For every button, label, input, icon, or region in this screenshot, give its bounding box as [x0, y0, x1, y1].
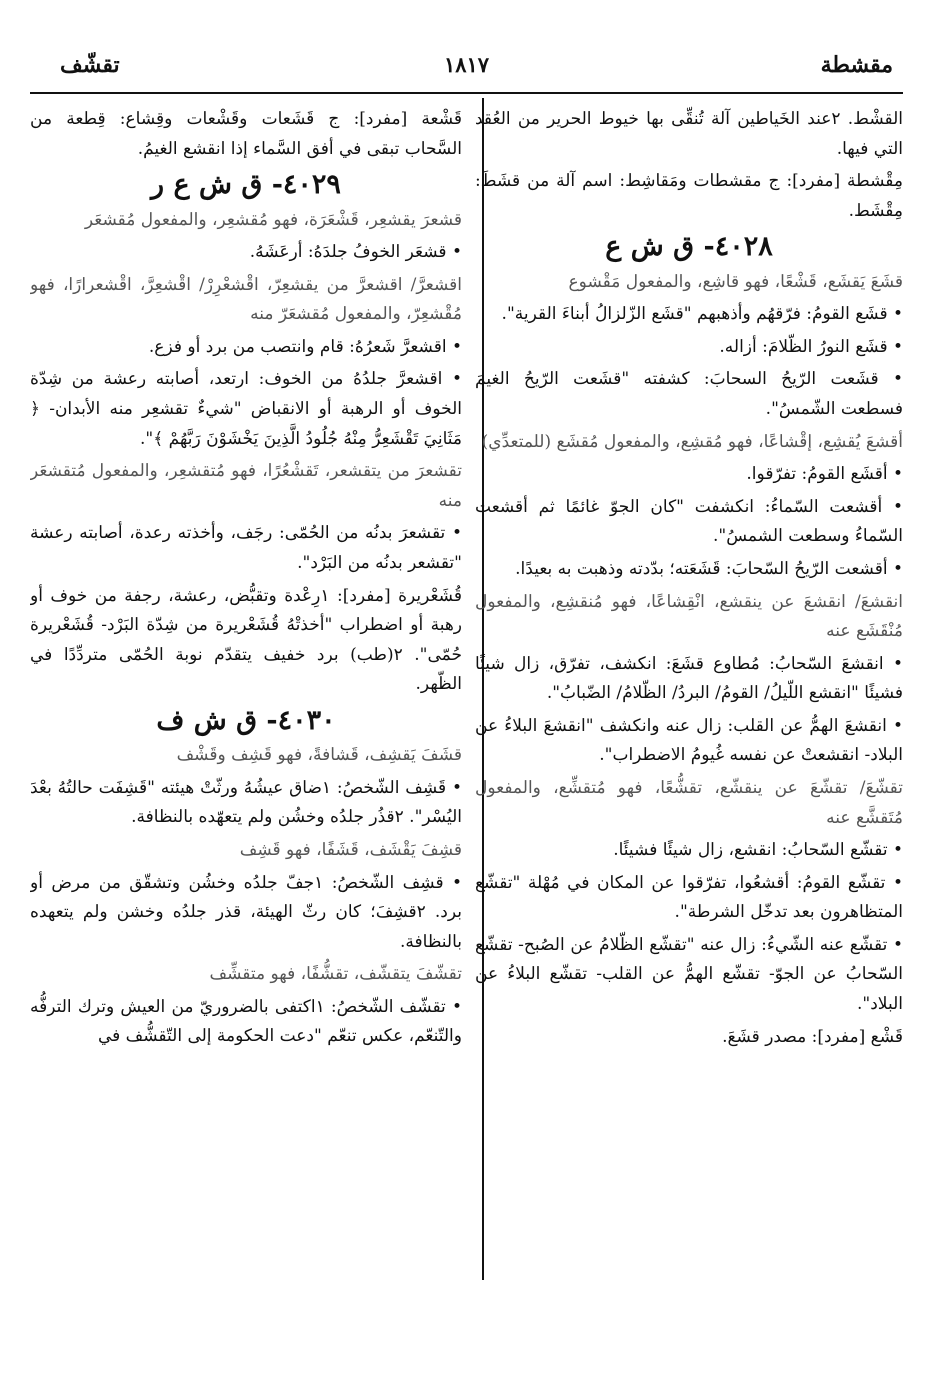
- derived-form-line: تقشعرَ من يتقشعر، تَقشْعُرًا، فهو مُتقشعِر، والمفعول مُتقشعَر منه: [30, 461, 462, 511]
- derived-form-line: قشَعَ يَقشَع، قَشْعًا، فهو قاشِع، والمفعول مَقْشوع: [568, 271, 903, 292]
- derived-form-line: تقشّفَ يتقشّف، تقشُّفًا، فهو متقشِّف: [209, 964, 462, 985]
- entry-paragraph: • قَشِف الشّخصُ: ١ضاق عيشُهُ ورثّتْ هيئته "قَشِفَت حالتُهُ بعْدَ اليُسْر". ٢قذُر جلدُه وخشُن ولم يتعهّده بالنظافة.: [30, 777, 462, 828]
- entry-paragraph: • تقشّع عنه الشّيءُ: زال عنه "تقشّع الظّلامُ عن الصُبح- تقشّع السّحابُ عن الجوّ- تقشّع الهمُّ عن القلب- تقشّع البلاءُ عن البلاد".: [475, 934, 903, 1015]
- derived-form-line: قشِفَ يَقْشَف، قَشَفًا، فهو قَشِف: [239, 840, 462, 861]
- entry-paragraph: • قشعَر الخوفُ جلدَهُ: أرعَشَهُ.: [249, 242, 462, 263]
- root-heading: ٤٠٢٩- ق ش ع ر: [151, 169, 341, 201]
- entry-paragraph: • قشِف الشّخصُ: ١جفّ جلدُه وخشُن وتشقّق من مرض أو برد. ٢قشِفَ؛ كان رثّ الهيئة، قذر جلدُه وخشن ولم يتعهده بالنظافة.: [30, 872, 462, 952]
- entry-paragraph: • انقشعَ السّحابُ: مُطاوع قشَعَ: انكشف، تفرّق، زال شيئًا فشيئًا "انقشع اللّيلُ/ القومُ/ البردُ/ الظّلامُ/ الضّبابُ".: [475, 653, 903, 704]
- entry-paragraph: • أقشعت السّماءُ: انكشفت "كان الجوّ غائمًا ثم أقشعت السّماءُ وسطعت الشمسُ".: [475, 496, 903, 547]
- right-column: [475, 105, 903, 1285]
- entry-paragraph: مِقْشطة [مفرد]: ج مقشطات ومَقاشِط: اسم آلة من قشَطَ: مِقْشَط.: [475, 171, 903, 221]
- derived-form-line: اقشعرَّ/ اقشعرَّ من يقشعِرّ، اقْشعْرِرْ/ اقْشعِرَّ، اقْشعرارًا، فهو مُقْشعِرّ، والمفعول مُقشعَرّ منه: [30, 274, 462, 325]
- root-heading: ٤٠٣٠- ق ش ف: [156, 704, 336, 736]
- derived-form-line: تقشّعَ/ تقشّعَ عن ينقشّع، تقشُّعًا، فهو مُتقشِّع، والمفعول مُتَقشَّع عنه: [475, 778, 903, 828]
- entry-paragraph: • تقشّع السّحابُ: انقشع، زال شيئًا فشيئًا.: [613, 840, 903, 861]
- entry-paragraph: قَشْع [مفرد]: مصدر قشَعَ.: [722, 1026, 903, 1047]
- entry-paragraph: القشْط. ٢عند الخَياطين آلة تُنقِّى بها خيوط الحرير من العُقد التي فيها.: [475, 109, 903, 159]
- entry-paragraph: قَشْعة [مفرد]: ج قَشَعات وقَشْعات وقِشاع: قِطعة من السَّحاب تبقى في أفق السَّماء إذا انقشع الغيمُ.: [30, 109, 462, 159]
- entry-paragraph: • اقشعرَّ جلدُهُ من الخوف: ارتعد، أصابته رعشة من شِدّة الخوف أو الرهبة أو الانقباض "شيءٌ تقشعِر منه الأبدان- ﴿ مَثَانِيَ تَقْشَعِرُّ مِنْهُ جُلُودُ الَّذِينَ يَخْشَوْنَ رَبَّهُمْ ﴾".: [30, 369, 462, 449]
- entry-paragraph: • قشَع القومُ: فرّقهُم وأذهبهم "قشَع الزّلزالُ أبناءَ القرية".: [501, 304, 903, 325]
- page-number: ١٨١٧: [443, 52, 490, 77]
- derived-form-line: قشَفَ يَقشِف، قَشافةً، فهو قَشِف وقَشْف: [176, 745, 462, 766]
- page-header: [30, 52, 903, 92]
- entry-paragraph: قُشَعْريرة [مفرد]: ١رِعْدة وتقبُّض، رعشة، رجفة من خوف أو رهبة أو اضطراب "أخذتْهُ قُشَعْريرة من شِدّة البَرْد- قُشَعْريرة حُمّى". ٢(طب) برد خفيف يتقدّم نوبة الحُمّى متردِّدًا في الظّهر.: [30, 585, 462, 695]
- entry-paragraph: • تقشعرَ بدنُه من الحُمّى: رجَف، وأخذته رعدة، أصابته رعشة "تقشعر بدنُه من البَرْد".: [30, 523, 462, 573]
- entry-paragraph: • اقشعرَّ شَعرُهُ: قام وانتصب من برد أو فزع.: [148, 336, 462, 357]
- entry-paragraph: • تقشّف الشّخصُ: ١اكتفى بالضروريّ من العيش وترك الترفُّه والتّنعّم، عكس تنعّم "دعت الحكومة إلى التّقشُّف في: [30, 996, 462, 1047]
- entry-paragraph: • أقشَع القومُ: تفرّقوا.: [746, 464, 903, 485]
- entry-paragraph: • أقشعت الرّيحُ السّحابَ: قَشَعَته؛ بدّدته وذهبت به بعيدًا.: [515, 558, 903, 579]
- derived-form-line: انقشعَ/ انقشعَ عن ينقشع، انْقِشاعًا، فهو مُنقشِع، والمفعول مُنْقَشَع عنه: [475, 591, 903, 642]
- header-last-word: تقشّف: [60, 52, 120, 78]
- root-heading: ٤٠٢٨- ق ش ع: [605, 231, 773, 263]
- entry-paragraph: • قشَع النورُ الظّلامَ: أزاله.: [719, 336, 903, 357]
- entry-paragraph: • قشَعت الرّيحُ السحابَ: كشفته "قشَعت الرّيحُ الغيمَ فسطعت الشّمسُ".: [475, 369, 903, 420]
- header-rule: [30, 92, 903, 94]
- entry-paragraph: • انقشعَ الهمُّ عن القلب: زال عنه وانكشف "انقشعَ البلاءُ عن البلاد- انقشعتْ عن نفسه غُيومُ الاضطراب".: [475, 715, 903, 766]
- entry-paragraph: • تقشّع القومُ: أقشعُوا، تفرّقوا عن المكان في مُهْلة "تقشّع المتظاهرون بعد تدخّل الشرطة".: [475, 872, 903, 923]
- derived-form-line: قشعرَ يقشعِر، قَشْعَرَة، فهو مُقشعِر، والمفعول مُقشعَر: [84, 209, 462, 230]
- left-column: [30, 105, 462, 1285]
- header-first-word: مقشطة: [820, 52, 893, 78]
- derived-form-line: أقشعَ يُقشِع، إقْشاعًا، فهو مُقشِع، والمفعول مُقشَع (للمتعدِّي): [481, 431, 903, 452]
